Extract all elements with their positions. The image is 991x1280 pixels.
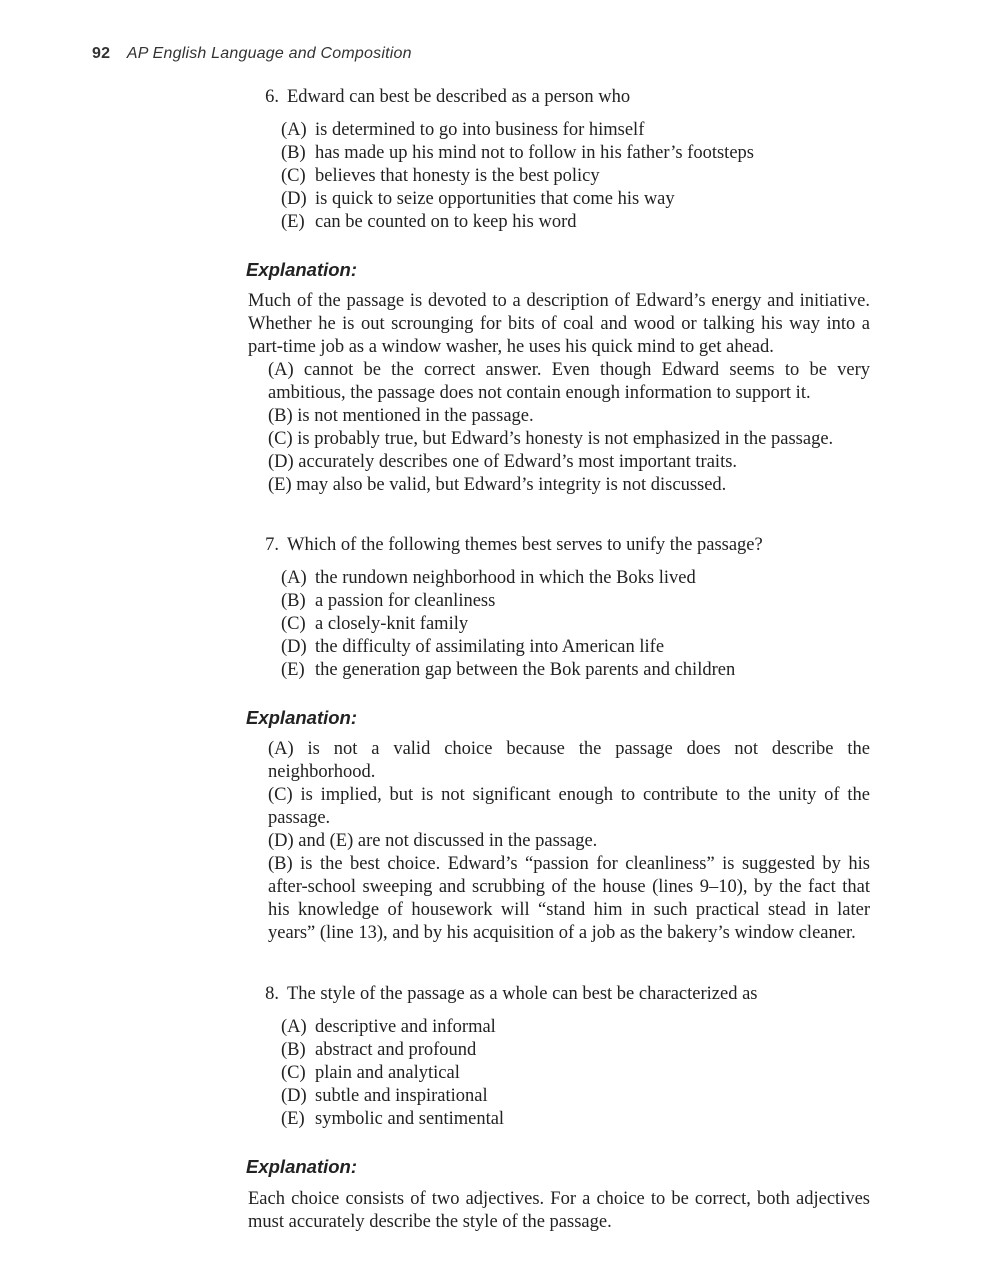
answer-choice-a: [281, 119, 870, 142]
choice-text: is determined to go into business for himself: [315, 120, 645, 140]
answer-choices: [281, 567, 870, 682]
explanation-paragraph: (D) and (E) are not discussed in the passage.: [268, 831, 598, 851]
question-8: [248, 983, 870, 1131]
book-title: AP English Language and Composition: [126, 45, 412, 62]
choice-letter: (A): [281, 568, 307, 588]
explanation-paragraph: (A) is not a valid choice because the passage does not describe the neighborhood.: [268, 739, 870, 782]
question-number: 8.: [265, 984, 279, 1004]
choice-text: is quick to seize opportunities that come his way: [315, 189, 675, 209]
choice-text: believes that honesty is the best policy: [315, 166, 600, 186]
answer-choice-b: [281, 142, 870, 165]
explanation-heading: Explanation:: [246, 707, 358, 728]
question-number: 7.: [265, 535, 279, 555]
answer-choice-a: [281, 1016, 870, 1039]
answer-choice-c: [281, 613, 870, 636]
question-number: 6.: [265, 87, 279, 107]
question-stem: [248, 983, 870, 1006]
explanation-paragraph: (D) accurately describes one of Edward’s most important traits.: [268, 452, 738, 472]
choice-text: can be counted on to keep his word: [315, 212, 577, 232]
explanation-body: [248, 290, 870, 497]
choice-text: a passion for cleanliness: [315, 591, 496, 611]
question-text: The style of the passage as a whole can best be characterized as: [287, 984, 758, 1004]
question-stem: [248, 86, 870, 109]
choice-text: has made up his mind not to follow in his father’s footsteps: [315, 143, 754, 163]
question-7: [248, 534, 870, 682]
choice-text: symbolic and sentimental: [315, 1109, 505, 1129]
choice-letter: (D): [281, 1086, 307, 1106]
explanation-paragraph: (E) may also be valid, but Edward’s integrity is not discussed.: [268, 475, 727, 495]
explanation-paragraph: (C) is probably true, but Edward’s honesty is not emphasized in the passage.: [268, 429, 834, 449]
explanation-paragraph: (C) is implied, but is not significant enough to contribute to the unity of the passage.: [268, 785, 870, 828]
explanation-paragraph: (B) is the best choice. Edward’s “passion for cleanliness” is suggested by his after-school sweeping and scrubbing of the house (lines 9–10), by the fact that his knowledge of housework will “stand him in such practical stead in later years” (line 13), and by his acquisition of a job as the bakery’s window cleaner.: [268, 854, 870, 943]
choice-letter: (D): [281, 637, 307, 657]
explanation-body: [248, 738, 870, 945]
explanation-paragraph: (A) cannot be the correct answer. Even though Edward seems to be very ambitious, the passage does not contain enough information to support it.: [268, 360, 870, 403]
choice-text: the rundown neighborhood in which the Boks lived: [315, 568, 696, 588]
question-6: [248, 86, 870, 234]
question-text: Edward can best be described as a person who: [287, 87, 631, 107]
choice-letter: (E): [281, 1109, 305, 1129]
choice-text: a closely-knit family: [315, 614, 469, 634]
answer-choice-d: [281, 1085, 870, 1108]
choice-letter: (D): [281, 189, 307, 209]
choice-letter: (A): [281, 120, 307, 140]
answer-choice-b: [281, 1039, 870, 1062]
explanation-heading: Explanation:: [246, 1156, 358, 1177]
explanation-paragraph: (B) is not mentioned in the passage.: [268, 406, 534, 426]
answer-choice-e: [281, 211, 870, 234]
choice-text: plain and analytical: [315, 1063, 460, 1083]
choice-letter: (B): [281, 143, 306, 163]
running-header: [92, 45, 412, 63]
choice-letter: (E): [281, 660, 305, 680]
answer-choices: [281, 1016, 870, 1131]
answer-choice-c: [281, 165, 870, 188]
choice-letter: (C): [281, 1063, 306, 1083]
explanation-paragraph: Much of the passage is devoted to a description of Edward’s energy and initiative. Whether he is out scrounging for bits of coal and wood or talking his way into a part-time job as a window washer, he uses his quick mind to get ahead.: [248, 291, 870, 357]
choice-letter: (C): [281, 614, 306, 634]
choice-text: subtle and inspirational: [315, 1086, 488, 1106]
explanation-paragraph: Each choice consists of two adjectives. For a choice to be correct, both adjectives must accurately describe the style of the passage.: [248, 1189, 870, 1232]
answer-choice-e: [281, 659, 870, 682]
answer-choice-c: [281, 1062, 870, 1085]
choice-text: descriptive and informal: [315, 1017, 496, 1037]
page-content: [248, 84, 870, 1234]
answer-choice-a: [281, 567, 870, 590]
answer-choice-d: [281, 636, 870, 659]
choice-letter: (B): [281, 591, 306, 611]
choice-text: the generation gap between the Bok parents and children: [315, 660, 736, 680]
choice-letter: (C): [281, 166, 306, 186]
answer-choices: [281, 119, 870, 234]
choice-text: abstract and profound: [315, 1040, 477, 1060]
answer-choice-e: [281, 1108, 870, 1131]
question-stem: [248, 534, 870, 557]
choice-text: the difficulty of assimilating into American life: [315, 637, 665, 657]
question-text: Which of the following themes best serves to unify the passage?: [287, 535, 763, 555]
page-number: 92: [92, 45, 111, 62]
choice-letter: (B): [281, 1040, 306, 1060]
choice-letter: (E): [281, 212, 305, 232]
answer-choice-d: [281, 188, 870, 211]
answer-choice-b: [281, 590, 870, 613]
explanation-body: [248, 1188, 870, 1234]
choice-letter: (A): [281, 1017, 307, 1037]
explanation-heading: Explanation:: [246, 259, 358, 280]
